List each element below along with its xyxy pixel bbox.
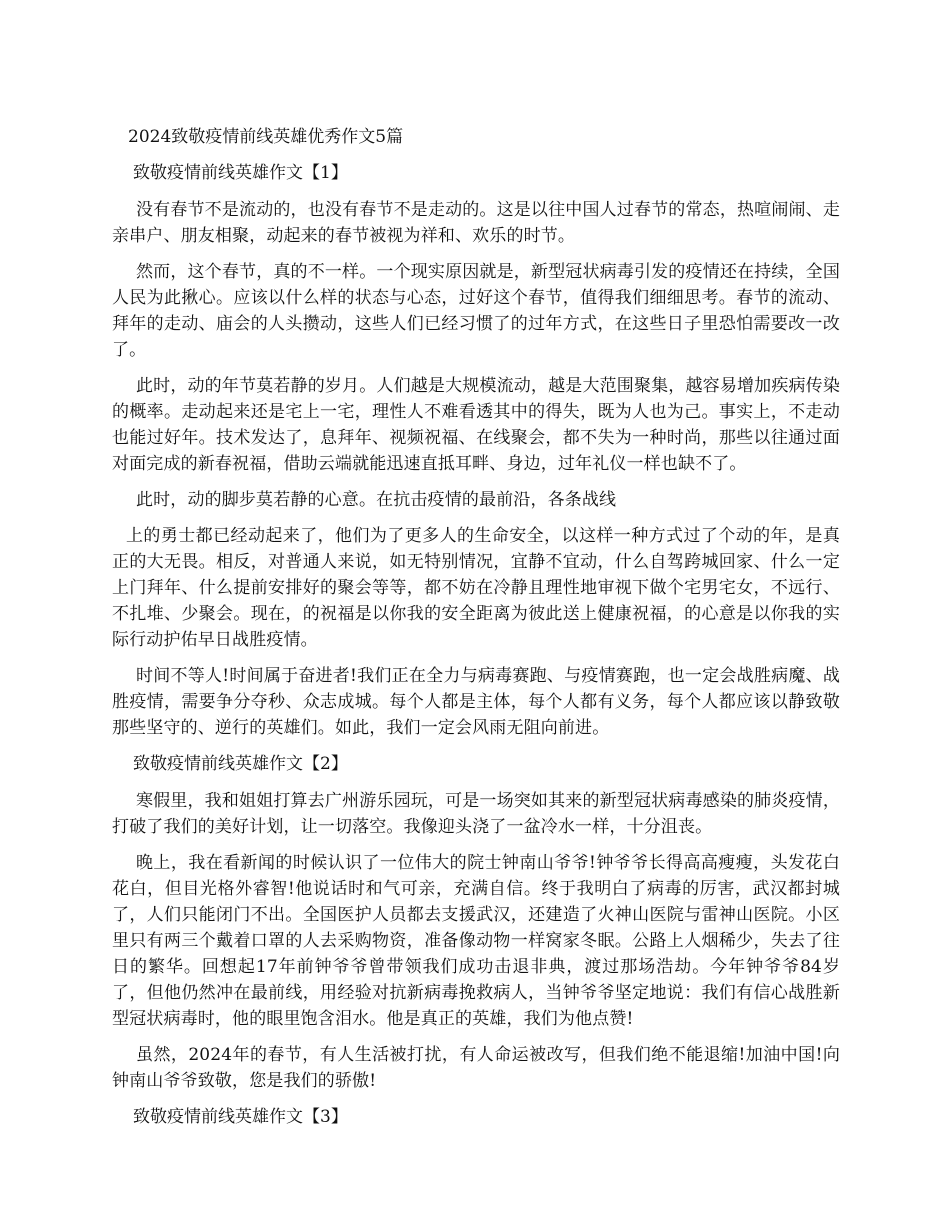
paragraph: 此时，动的年节莫若静的岁月。人们越是大规模流动，越是大范围聚集，越容易增加疾病传染的概率。走动起来还是宅上一宅，理性人不难看透其中的得失，既为人也为己。事实上，不走动也能过好年。技术发达了，息拜年、视频祝福、在线聚会，都不失为一种时尚，那些以往通过面对面完成的新春祝福，借助云端就能迅速直抵耳畔、身边，过年礼仪一样也缺不了。 <box>112 376 840 474</box>
document-content <box>112 124 840 1141</box>
paragraph: 然而，这个春节，真的不一样。一个现实原因就是，新型冠状病毒引发的疫情还在持续，全国人民为此揪心。应该以什么样的状态与心态，过好这个春节，值得我们细细思考。春节的流动、拜年的走动、庙会的人头攒动，这些人们已经习惯了的过年方式，在这些日子里恐怕需要改一改了。 <box>112 262 840 360</box>
section-heading-2: 致敬疫情前线英雄作文【2】 <box>133 754 348 774</box>
section-heading-3: 致敬疫情前线英雄作文【3】 <box>133 1107 348 1127</box>
paragraph: 晚上，我在看新闻的时候认识了一位伟大的院士钟南山爷爷!钟爷爷长得高高瘦瘦，头发花白花白，但目光格外睿智!他说话时和气可亲，充满自信。终于我明白了病毒的厉害，武汉都封城了，人们只能闭门不出。全国医护人员都去支援武汉，还建造了火神山医院与雷神山医院。小区里只有两三个戴着口罩的人去采购物资，准备像动物一样窝家冬眠。公路上人烟稀少，失去了往日的繁华。回想起17年前钟爷爷曾带领我们成功击退非典，渡过那场浩劫。今年钟爷爷84岁了，但他仍然冲在最前线，用经验对抗新病毒挽救病人，当钟爷爷坚定地说：我们有信心战胜新型冠状病毒时，他的眼里饱含泪水。他是真正的英雄，我们为他点赞! <box>112 853 840 1029</box>
paragraph: 没有春节不是流动的，也没有春节不是走动的。这是以往中国人过春节的常态，热喧闹闹、走亲串户、朋友相聚，动起来的春节被视为祥和、欢乐的时节。 <box>112 200 840 246</box>
paragraph: 上的勇士都已经动起来了，他们为了更多人的生命安全，以这样一种方式过了个动的年，是真正的大无畏。相反，对普通人来说，如无特别情况，宜静不宜动，什么自驾跨城回家、什么一定上门拜年、什么提前安排好的聚会等等，都不妨在冷静且理性地审视下做个宅男宅女，不远行、不扎堆、少聚会。现在，的祝福是以你我的安全距离为彼此送上健康祝福，的心意是以你我的实际行动护佑早日战胜疫情。 <box>112 526 840 650</box>
document-title: 2024致敬疫情前线英雄优秀作文5篇 <box>128 127 404 147</box>
section-heading-1: 致敬疫情前线英雄作文【1】 <box>133 163 348 183</box>
paragraph: 寒假里，我和姐姐打算去广州游乐园玩，可是一场突如其来的新型冠状病毒感染的肺炎疫情，打破了我们的美好计划，让一切落空。我像迎头浇了一盆冷水一样，十分沮丧。 <box>112 791 840 837</box>
paragraph: 虽然，2024年的春节，有人生活被打扰，有人命运被改写，但我们绝不能退缩!加油中国!向钟南山爷爷致敬，您是我们的骄傲! <box>112 1045 840 1091</box>
paragraph: 此时，动的脚步莫若静的心意。在抗击疫情的最前沿，各条战线 <box>136 490 617 510</box>
paragraph: 时间不等人!时间属于奋进者!我们正在全力与病毒赛跑、与疫情赛跑，也一定会战胜病魔、战胜疫情，需要争分夺秒、众志成城。每个人都是主体，每个人都有义务，每个人都应该以静致敬那些坚守的、逆行的英雄们。如此，我们一定会风雨无阻向前进。 <box>112 666 840 738</box>
